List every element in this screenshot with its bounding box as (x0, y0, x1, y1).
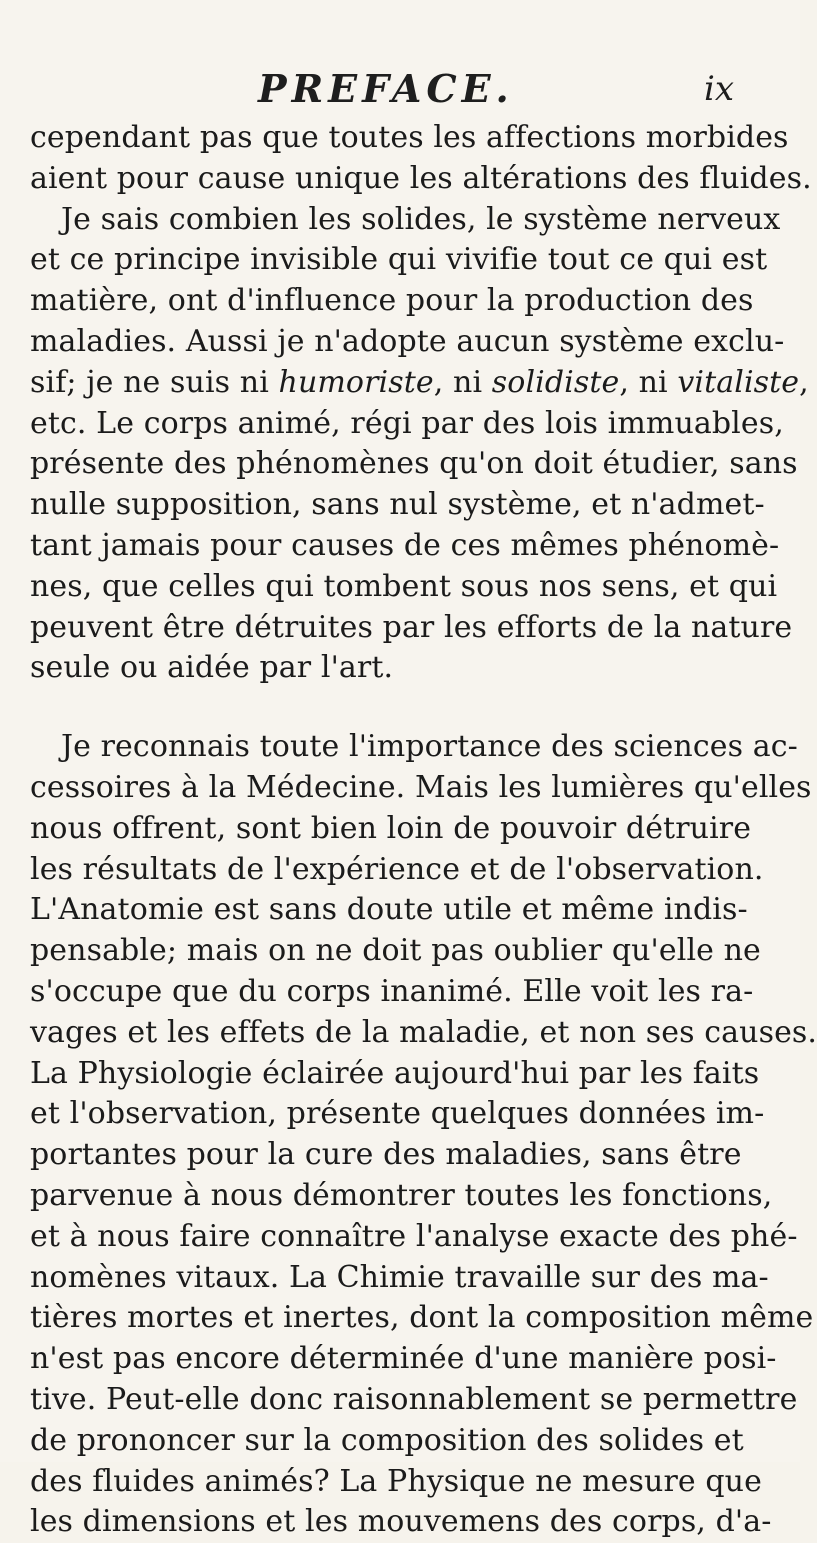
text-line: etc. Le corps animé, régi par des lois immuables, (30, 405, 784, 441)
paragraph-2 (30, 727, 817, 1543)
paragraph-1 (30, 118, 812, 689)
text-line: pensable; mais on ne doit pas oublier qu'elle ne (30, 933, 761, 969)
text-run: , ni (433, 364, 492, 400)
text-line: de prononcer sur la composition des solides et (30, 1422, 744, 1458)
text-line: nous offrent, sont bien loin de pouvoir détruire (30, 810, 752, 846)
italic-term-vitaliste: vitaliste (677, 364, 800, 400)
text-line: les résultats de l'expérience et de l'observation. (30, 851, 764, 887)
body-text (30, 118, 817, 1543)
text-line: s'occupe que du corps inanimé. Elle voit les ra- (30, 973, 754, 1009)
page-number: ix (704, 69, 735, 109)
text-line: peuvent être détruites par les efforts de la nature (30, 609, 793, 645)
text-line-with-italics (30, 363, 809, 404)
text-line: portantes pour la cure des maladies, sans être (30, 1137, 742, 1173)
running-title: PREFACE. (258, 66, 514, 111)
text-run: sif; je ne suis ni (30, 364, 279, 400)
text-line: Je reconnais toute l'importance des sciences ac- (61, 729, 798, 765)
text-line: nomènes vitaux. La Chimie travaille sur des ma- (30, 1259, 769, 1295)
text-line: maladies. Aussi je n'adopte aucun système exclu- (30, 323, 785, 359)
text-line: tant jamais pour causes de ces mêmes phénomè- (30, 527, 780, 563)
text-run: , ni (619, 364, 678, 400)
italic-term-solidiste: solidiste (491, 364, 620, 400)
text-line: et ce principe invisible qui vivifie tout ce qui est (30, 242, 768, 278)
text-line: n'est pas encore déterminée d'une manière posi- (30, 1341, 777, 1377)
text-line: cessoires à la Médecine. Mais les lumières qu'elles (30, 769, 812, 805)
text-line: Je sais combien les solides, le système nerveux (61, 201, 781, 237)
text-line: cependant pas que toutes les affections morbides (30, 120, 789, 155)
text-line: et à nous faire connaître l'analyse exacte des phé- (30, 1218, 798, 1254)
text-line: nes, que celles qui tombent sous nos sens, et qui (30, 568, 778, 604)
text-line: seule ou aidée par l'art. (30, 650, 394, 686)
text-line: La Physiologie éclairée aujourd'hui par les faits (30, 1055, 760, 1091)
text-line: des fluides animés? La Physique ne mesure que (30, 1463, 762, 1499)
text-line: les dimensions et les mouvemens des corps, d'a- (30, 1504, 772, 1540)
text-line: matière, ont d'influence pour la production des (30, 283, 754, 319)
text-line: vages et les effets de la maladie, et non ses causes. (30, 1014, 817, 1050)
page-header (0, 66, 800, 116)
text-line: L'Anatomie est sans doute utile et même indis- (30, 892, 748, 928)
text-line: présente des phénomènes qu'on doit étudier, sans (30, 446, 798, 482)
text-line: parvenue à nous démontrer toutes les fonctions, (30, 1177, 773, 1213)
text-line: tières mortes et inertes, dont la composition même (30, 1300, 814, 1336)
text-run: , (799, 364, 809, 400)
text-line: tive. Peut-elle donc raisonnablement se permettre (30, 1381, 798, 1417)
italic-term-humoriste: humoriste (278, 364, 434, 400)
text-line: nulle supposition, sans nul système, et n'admet- (30, 487, 765, 523)
text-line: et l'observation, présente quelques données im- (30, 1096, 765, 1132)
text-line: aient pour cause unique les altérations des fluides. (30, 160, 812, 196)
